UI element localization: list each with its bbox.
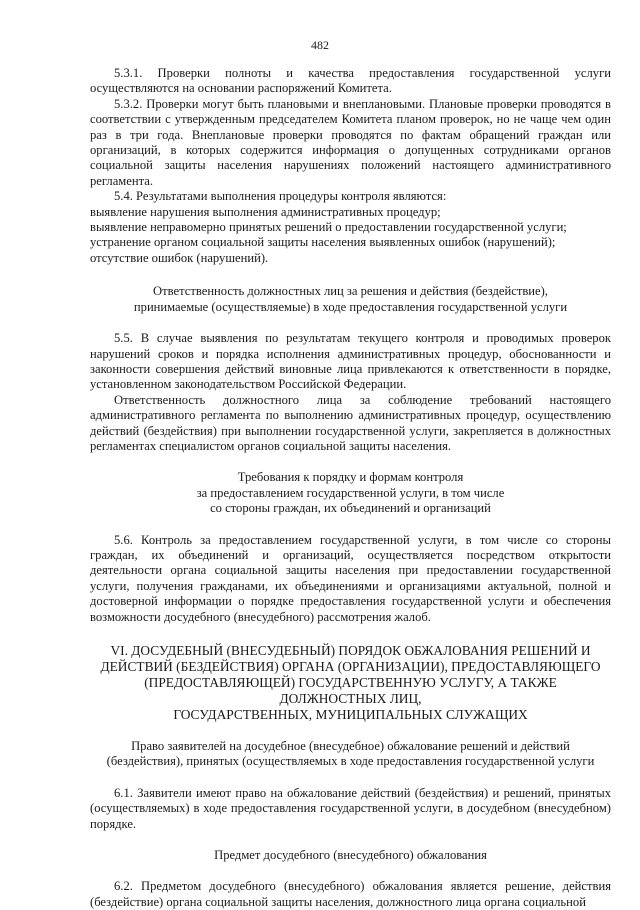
heading-requirements-line: за предоставлением государственной услуги, в том числе xyxy=(196,485,505,500)
heading-requirements-line: Требования к порядку и формам контроля xyxy=(237,470,464,485)
document-body xyxy=(90,66,611,910)
paragraph-6-2: 6.2. Предметом досудебного (внесудебного) обжалования является решение, действия (бездействие) органа социальной защиты населения, должностного лица органа социальной xyxy=(90,879,611,909)
paragraph-5-4-intro: 5.4. Результатами выполнения процедуры контроля являются: xyxy=(114,189,447,204)
section-vi-title-line: ДЕЙСТВИЙ (БЕЗДЕЙСТВИЯ) ОРГАНА (ОРГАНИЗАЦИИ), ПРЕДОСТАВЛЯЮЩЕГО xyxy=(100,659,601,674)
paragraph-5-3-2: 5.3.2. Проверки могут быть плановыми и внеплановыми. Плановые проверки проводятся в соответствии с утвержденным председателем Комитета планом проверок, но не чаще чем один раз в три года. Внеплановые проверки проводятся по фактам обращений граждан или организаций, в которых содержится информация о допущенных сотрудниками органов социальной защиты населения нарушениях положений настоящего административного регламента. xyxy=(90,96,611,188)
section-vi-title-line: (ПРЕДОСТАВЛЯЮЩЕЙ) ГОСУДАРСТВЕННУЮ УСЛУГУ, А ТАКЖЕ ДОЛЖНОСТНЫХ ЛИЦ, xyxy=(144,675,557,706)
heading-requirements-line: со стороны граждан, их объединений и организаций xyxy=(210,501,491,516)
page-number: 482 xyxy=(311,38,329,52)
section-vi-title-line: ГОСУДАРСТВЕННЫХ, МУНИЦИПАЛЬНЫХ СЛУЖАЩИХ xyxy=(173,707,528,722)
paragraph-5-3-1: 5.3.1. Проверки полноты и качества предоставления государственной услуги осуществляются на основании распоряжений Комитета. xyxy=(90,66,611,96)
heading-subject: Предмет досудебного (внесудебного) обжалования xyxy=(214,848,487,863)
section-vi-title-line: VI. ДОСУДЕБНЫЙ (ВНЕСУДЕБНЫЙ) ПОРЯДОК ОБЖАЛОВАНИЯ РЕШЕНИЙ И xyxy=(110,643,591,658)
paragraph-5-5: 5.5. В случае выявления по результатам текущего контроля и проводимых проверок нарушений сроков и порядка исполнения административных процедур, обоснованности и законности совершения действий виновные лица привлекаются к ответственности в порядке, установленном законодательством Российской Федерации. xyxy=(90,331,611,392)
paragraph-5-5-responsibility: Ответственность должностного лица за соблюдение требований настоящего административного регламента по выполнению административных процедур, осуществлению действий (бездействия) при выполнении государственной услуги, закрепляется в должностных регламентах специалистом органов социальной защиты населения. xyxy=(90,392,611,453)
heading-applicant-right-line: (бездействия), принятых (осуществляемых в ходе предоставления государственной услуги xyxy=(106,754,595,769)
heading-applicant-right-line: Право заявителей на досудебное (внесудебное) обжалование решений и действий xyxy=(131,739,570,753)
heading-responsibility-line: Ответственность должностных лиц за решения и действия (бездействие), xyxy=(153,284,548,299)
list-item: отсутствие ошибок (нарушений). xyxy=(90,250,269,265)
paragraph-6-1: 6.1. Заявители имеют право на обжалование действий (бездействия) и решений, принятых (осуществляемых) в ходе предоставления государственной услуги, в досудебном (внесудебном) порядке. xyxy=(90,785,611,831)
list-item: выявление нарушения выполнения административных процедур; xyxy=(90,204,441,219)
list-item: устранение органом социальной защиты населения выявленных ошибок (нарушений); xyxy=(90,235,556,250)
paragraph-5-6: 5.6. Контроль за предоставлением государственной услуги, в том числе со стороны граждан, их объединений и организаций, осуществляется посредством открытости деятельности органа социальной защиты населения при предоставлении государственной услуги, получения гражданами, их объединениями и организациями актуальной, полной и достоверной информации о порядке предоставления государственной услуги и обеспечения возможности досудебного (внесудебного) рассмотрения жалоб. xyxy=(90,532,611,624)
heading-responsibility-line: принимаемые (осуществляемые) в ходе предоставления государственной услуги xyxy=(133,299,568,314)
list-item: выявление неправомерно принятых решений о предоставлении государственной услуги; xyxy=(90,220,567,235)
